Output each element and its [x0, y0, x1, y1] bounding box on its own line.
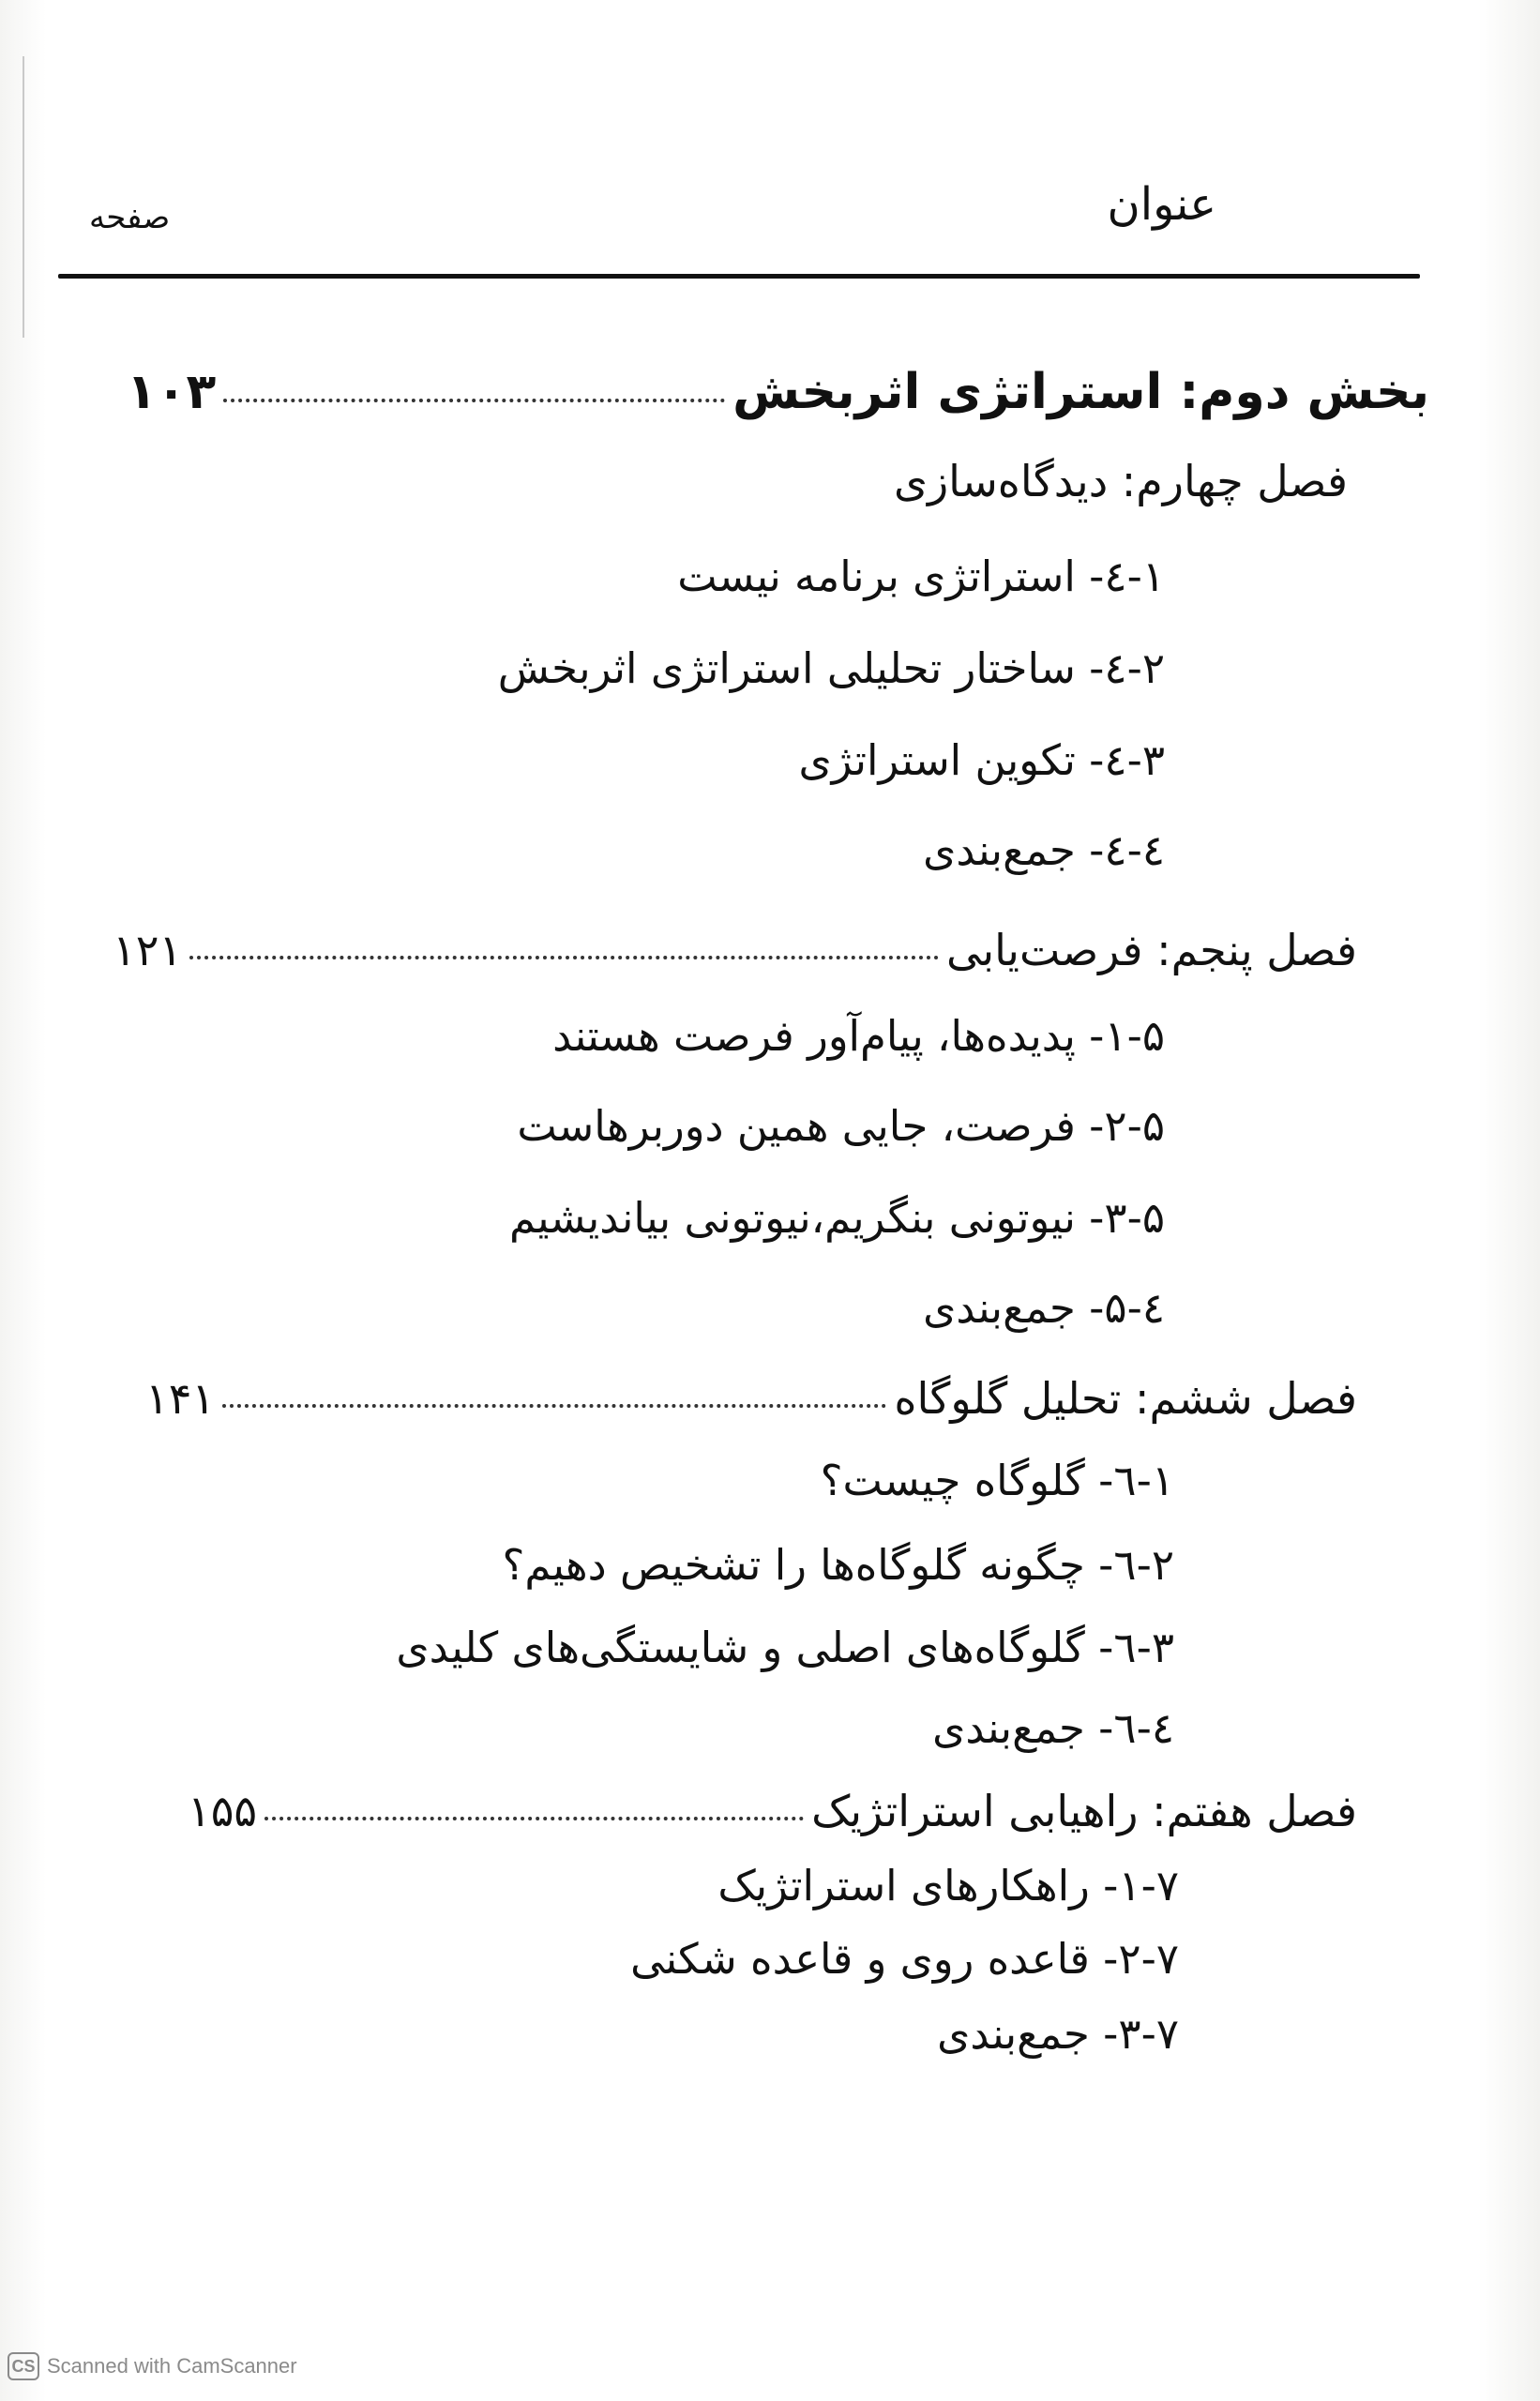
- toc-page-number: ۱۵۵: [188, 1786, 258, 1836]
- toc-section: ٤-٦- جمع‌بندی: [932, 1703, 1174, 1753]
- toc-section: ۲-٦- چگونه گلوگاه‌ها را تشخیص دهیم؟: [502, 1540, 1174, 1590]
- toc-chapter-title: فصل هفتم: راهیابی استراتژیک: [811, 1786, 1357, 1836]
- toc-section: ۳-۵- نیوتونی بنگریم،نیوتونی بیاندیشیم: [509, 1193, 1165, 1243]
- toc-leader-dots: [264, 1817, 804, 1820]
- toc-chapter-entry: [188, 1786, 1357, 1836]
- toc-chapter-entry: [145, 1373, 1357, 1424]
- toc-section: ۳-٦- گلوگاه‌های اصلی و شایستگی‌های کلیدی: [396, 1623, 1174, 1672]
- toc-section: ۱-٤- استراتژی برنامه نیست: [677, 551, 1165, 601]
- toc-leader-dots: [222, 1404, 886, 1408]
- toc-part-title: بخش دوم: استراتژی اثربخش: [732, 364, 1429, 420]
- toc-leader-dots: [189, 956, 939, 959]
- toc-page-number: ۱۲۱: [113, 925, 183, 975]
- toc-chapter-title: فصل چهارم: دیدگاه‌سازی: [893, 456, 1348, 506]
- toc-chapter-entry: [113, 925, 1357, 975]
- toc-page-number: ۱۰۳: [127, 364, 217, 420]
- toc-leader-dots: [223, 399, 725, 402]
- toc-chapter-title: فصل ششم: تحلیل گلوگاه: [894, 1373, 1357, 1424]
- header-title: عنوان: [1107, 178, 1216, 231]
- toc-section: ۳-۷- جمع‌بندی: [937, 2009, 1179, 2059]
- toc-section: ۲-۵- فرصت، جایی همین دوربرهاست: [517, 1101, 1165, 1151]
- toc-section: ۱-۷- راهکارهای استراتژیک: [717, 1861, 1179, 1910]
- toc-section: ۲-٤- ساختار تحلیلی استراتژی اثربخش: [497, 643, 1165, 693]
- toc-section: ٤-۵- جمع‌بندی: [923, 1283, 1165, 1333]
- toc-section: ۱-۵- پدیده‌ها، پیام‌آور فرصت هستند: [552, 1011, 1165, 1061]
- header-rule: [58, 274, 1420, 279]
- scanner-watermark-text: Scanned with CamScanner: [47, 2354, 297, 2378]
- camscanner-logo-icon: CS: [8, 2352, 39, 2380]
- toc-page-number: ۱۴۱: [145, 1373, 216, 1424]
- header-page-label: صفحه: [89, 199, 171, 236]
- toc-section: ۳-٤- تکوین استراتژی: [798, 735, 1165, 785]
- toc-section: ۱-٦- گلوگاه چیست؟: [820, 1456, 1174, 1505]
- toc-section: ٤-٤- جمع‌بندی: [923, 825, 1165, 875]
- scanner-watermark: [8, 2352, 297, 2380]
- page-edge-line: [23, 56, 24, 338]
- toc-part-entry: [127, 364, 1429, 420]
- toc-section: ۲-۷- قاعده روی و قاعده شکنی: [630, 1934, 1179, 1984]
- toc-chapter-title: فصل پنجم: فرصت‌یابی: [945, 925, 1357, 975]
